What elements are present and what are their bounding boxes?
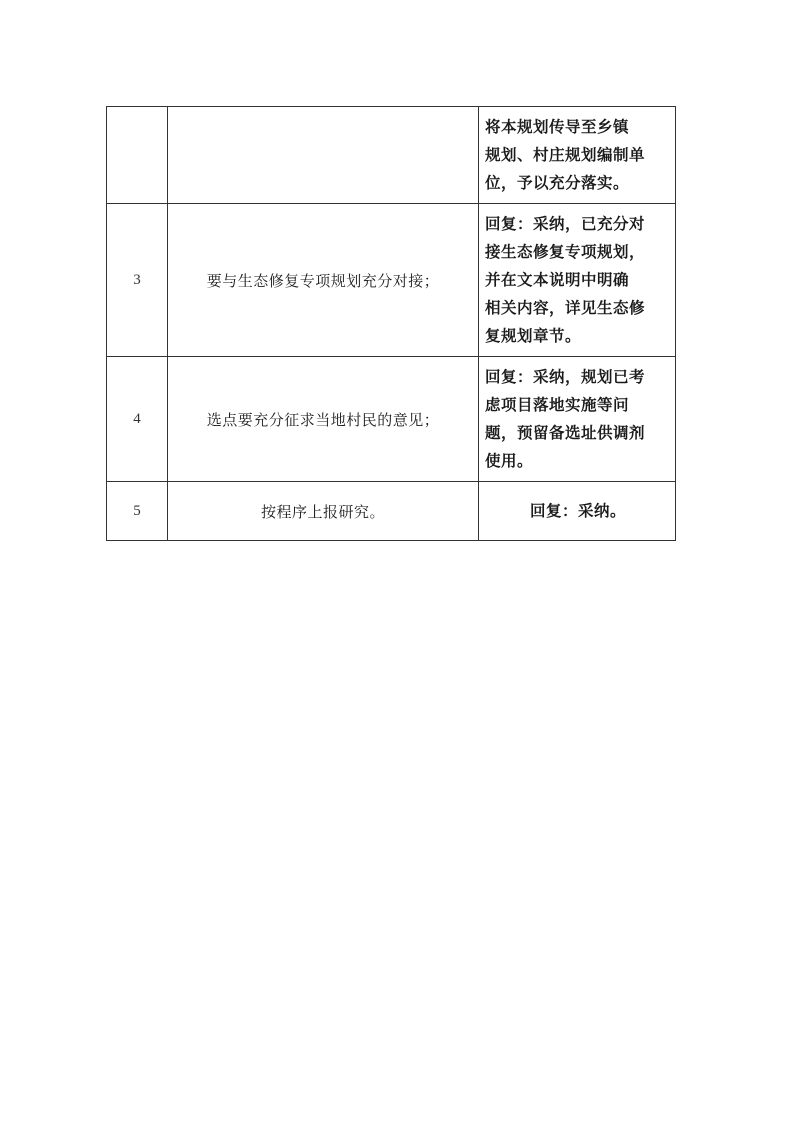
reply-cell [479, 357, 676, 482]
opinion-cell: 选点要充分征求当地村民的意见； [168, 357, 479, 482]
table-row [107, 107, 676, 204]
reply-line: 接生态修复专项规划， [485, 243, 646, 261]
table-row [107, 357, 676, 482]
reply-line: 题，预留备选址供调剂 [485, 424, 646, 442]
opinion-cell: 按程序上报研究。 [168, 482, 479, 541]
reply-line: 位，予以充分落实。 [485, 174, 630, 192]
reply-line: 规划、村庄规划编制单 [485, 146, 646, 164]
reply-cell [479, 107, 676, 204]
reply-line: 并在文本说明中明确 [485, 271, 630, 289]
reply-cell [479, 482, 676, 541]
reply-line: 将本规划传导至乡镇 [485, 118, 630, 136]
reply-line: 使用。 [485, 452, 534, 470]
reply-line: 虑项目落地实施等问 [485, 396, 630, 414]
reply-line: 回复：采纳。 [529, 502, 626, 520]
opinion-cell [168, 107, 479, 204]
row-number-cell: 3 [107, 204, 168, 357]
reply-line: 复规划章节。 [485, 327, 582, 345]
opinion-response-table [106, 106, 676, 541]
table-row [107, 482, 676, 541]
row-number-cell: 4 [107, 357, 168, 482]
row-number-cell [107, 107, 168, 204]
table-row [107, 204, 676, 357]
opinion-cell: 要与生态修复专项规划充分对接； [168, 204, 479, 357]
reply-line: 回复：采纳，已充分对 [485, 215, 646, 233]
reply-cell [479, 204, 676, 357]
row-number-cell: 5 [107, 482, 168, 541]
reply-line: 回复：采纳，规划已考 [485, 368, 646, 386]
reply-line: 相关内容，详见生态修 [485, 299, 646, 317]
